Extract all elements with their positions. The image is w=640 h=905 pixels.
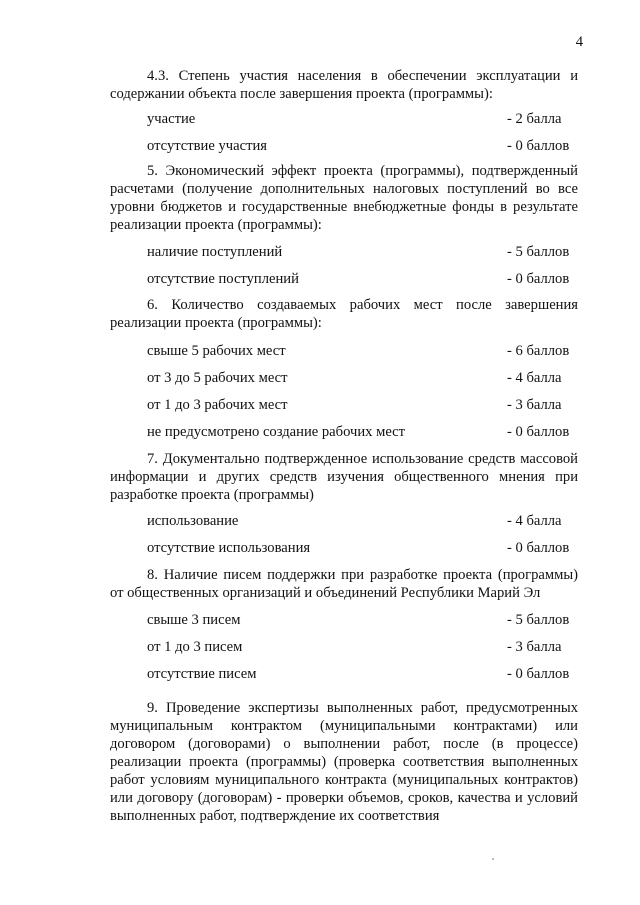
paragraph-9: 9. Проведение экспертизы выполненных работ, предусмотренных муниципальным контрактом (муниципальными контрактами) или договором (договорами) о выполнении работ, после (в процессе) реализации проекта (программы) (проверка соответствия выполненных работ условиям муниципального контракта (муниципальных контрактов) или договору (договорам) - проверки объемов, сроков, качества и условий выполненных работ, подтверждение их соответствия: [110, 700, 578, 824]
score-label: использование: [147, 513, 239, 529]
score-row: [147, 423, 572, 441]
score-row: [147, 665, 572, 683]
score-row: [147, 539, 572, 557]
score-label: отсутствие поступлений: [147, 271, 299, 287]
score-value: - 0 баллов: [507, 666, 570, 682]
score-value: - 3 балла: [507, 639, 562, 655]
score-row: [147, 369, 572, 387]
score-value: - 4 балла: [507, 513, 562, 529]
score-row: [147, 137, 572, 155]
score-row: [147, 611, 572, 629]
paragraph-8: 8. Наличие писем поддержки при разработке проекта (программы) от общественных организаций и объединений Республики Марий Эл: [110, 567, 578, 601]
score-label: не предусмотрено создание рабочих мест: [147, 424, 406, 440]
score-label: отсутствие использования: [147, 540, 311, 556]
score-value: - 0 баллов: [507, 424, 570, 440]
page-number: 4: [575, 34, 583, 50]
score-row: [147, 243, 572, 261]
score-value: - 5 баллов: [507, 612, 570, 628]
score-row: [147, 110, 572, 128]
paragraph-5: 5. Экономический эффект проекта (программы), подтвержденный расчетами (получение дополнительных налоговых поступлений во все уровни бюджетов и государственные внебюджетные фонды в результате реализации проекта (программы):: [110, 163, 578, 233]
score-value: - 4 балла: [507, 370, 562, 386]
score-row: [147, 396, 572, 414]
score-value: - 0 баллов: [507, 540, 570, 556]
score-label: наличие поступлений: [147, 244, 283, 260]
score-label: свыше 3 писем: [147, 612, 241, 628]
paragraph-7: 7. Документально подтвержденное использование средств массовой информации и других средств изучения общественного мнения при разработке проекта (программы): [110, 451, 578, 503]
paragraph-4-3: 4.3. Степень участия населения в обеспечении эксплуатации и содержании объекта после завершения проекта (программы):: [110, 68, 578, 102]
score-label: от 1 до 3 рабочих мест: [147, 397, 288, 413]
score-label: свыше 5 рабочих мест: [147, 343, 286, 359]
paragraph-6: 6. Количество создаваемых рабочих мест после завершения реализации проекта (программы):: [110, 297, 578, 331]
score-label: от 3 до 5 рабочих мест: [147, 370, 288, 386]
scan-speck: [492, 858, 494, 860]
score-value: - 6 баллов: [507, 343, 570, 359]
score-label: отсутствие писем: [147, 666, 257, 682]
score-value: - 0 баллов: [507, 138, 570, 154]
score-value: - 0 баллов: [507, 271, 570, 287]
score-value: - 3 балла: [507, 397, 562, 413]
score-value: - 5 баллов: [507, 244, 570, 260]
score-row: [147, 270, 572, 288]
score-row: [147, 512, 572, 530]
score-row: [147, 638, 572, 656]
score-row: [147, 342, 572, 360]
score-label: отсутствие участия: [147, 138, 267, 154]
score-value: - 2 балла: [507, 111, 562, 127]
score-label: от 1 до 3 писем: [147, 639, 243, 655]
score-label: участие: [147, 111, 196, 127]
